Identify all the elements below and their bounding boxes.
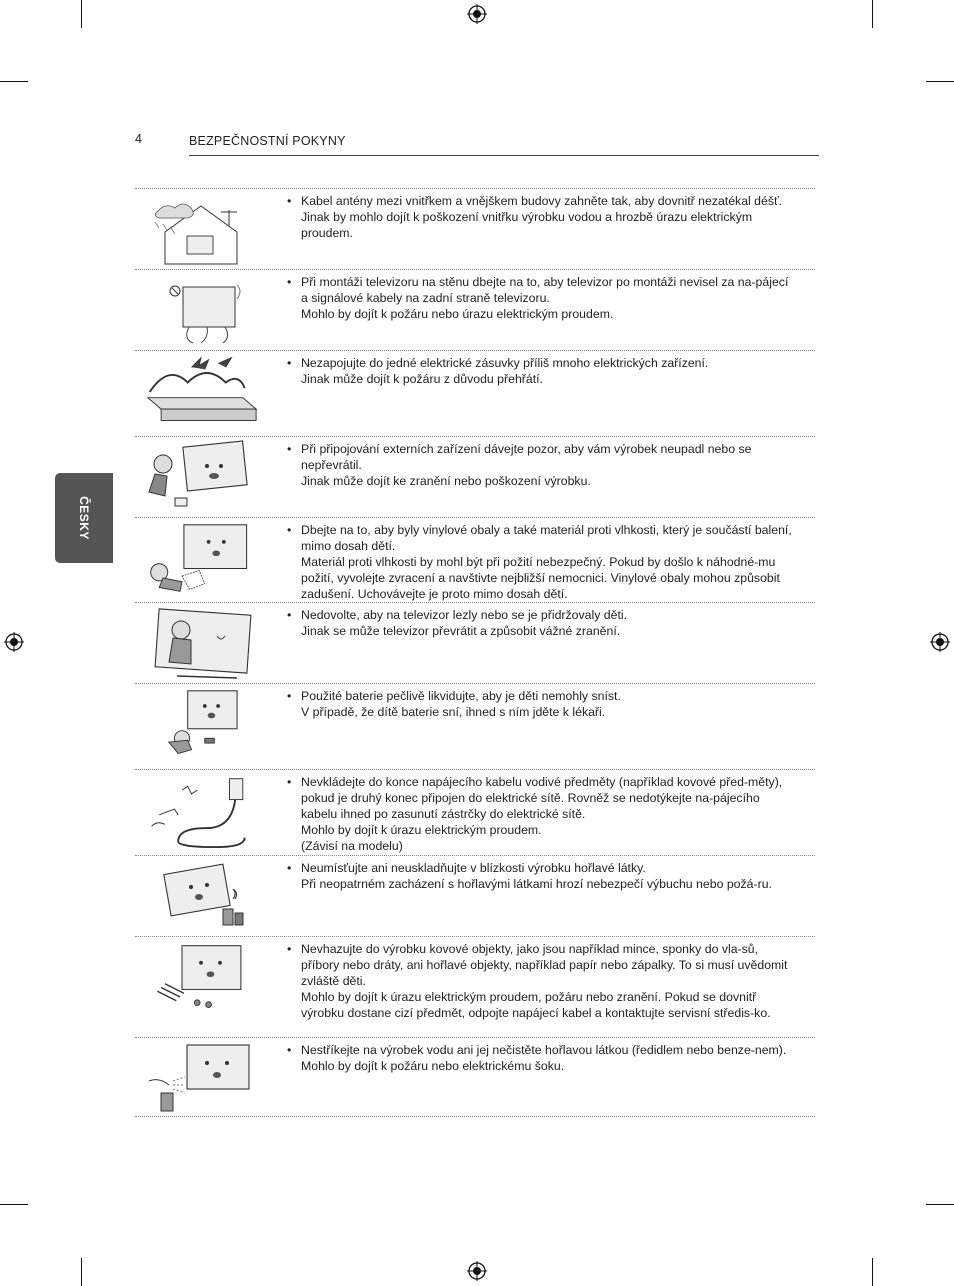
power-cord-metal-objects-illustration xyxy=(137,773,265,849)
spraying-water-tv-illustration xyxy=(137,1041,265,1117)
safety-text-bullet: • Při připojování externích zařízení dávejte pozor, aby vám výrobek neupadl nebo se nepřevrátil. Jinak může dojít ke zranění nebo poškození výrobku. xyxy=(287,441,795,489)
child-climbing-tv-illustration xyxy=(137,606,265,682)
safety-item xyxy=(135,269,815,350)
crop-mark xyxy=(872,0,873,28)
safety-text-bullet: • Nezapojujte do jedné elektrické zásuvky příliš mnoho elektrických zařízení. Jinak může dojít k požáru z důvodu přehřátí. xyxy=(287,355,795,387)
safety-item xyxy=(135,350,815,436)
house-antenna-rain-illustration xyxy=(137,192,265,268)
child-vinyl-bag-illustration xyxy=(137,521,265,597)
page-title: BEZPEČNOSTNÍ POKYNY xyxy=(189,134,346,148)
language-tab-label: ČESKY xyxy=(77,496,91,540)
registration-mark-icon xyxy=(467,1261,487,1281)
registration-mark-icon xyxy=(4,632,24,652)
crop-mark xyxy=(0,81,28,82)
safety-text-bullet: • Při montáži televizoru na stěnu dbejte na to, aby televizor po montáži nevisel za na-pájecí a signálové kabely na zadní straně televizoru. Mohlo by dojít k požáru nebo úrazu elektrickým proudem. xyxy=(287,274,795,322)
language-tab xyxy=(55,473,113,563)
safety-text xyxy=(287,941,795,1021)
registration-mark-icon xyxy=(467,4,487,24)
safety-text xyxy=(287,274,795,322)
safety-item xyxy=(135,188,815,269)
metal-objects-tv-illustration xyxy=(137,940,265,1016)
safety-text xyxy=(287,774,795,854)
safety-text xyxy=(287,1042,795,1074)
safety-text-bullet: • Neumísťujte ani neuskladňujte v blízkosti výrobku hořlavé látky. Při neopatrném zacházení s hořlavými látkami hrozí nebezpečí výbuchu nebo požá-ru. xyxy=(287,860,795,892)
safety-list xyxy=(135,188,815,1117)
registration-mark-icon xyxy=(930,632,950,652)
crop-mark xyxy=(81,0,82,28)
child-battery-illustration xyxy=(137,687,265,763)
safety-item xyxy=(135,936,815,1037)
safety-item xyxy=(135,855,815,936)
safety-text xyxy=(287,688,795,720)
safety-text xyxy=(287,193,795,241)
crop-mark xyxy=(926,1204,954,1205)
safety-text xyxy=(287,441,795,489)
safety-item xyxy=(135,769,815,855)
safety-item xyxy=(135,436,815,517)
safety-text-bullet: • Použité baterie pečlivě likvidujte, aby je děti nemohly sníst. V případě, že dítě baterie sní, ihned s ním jděte k lékaři. xyxy=(287,688,795,720)
crop-mark xyxy=(0,1204,28,1205)
overloaded-power-strip-illustration xyxy=(137,354,265,430)
safety-text xyxy=(287,607,795,639)
safety-text xyxy=(287,522,795,602)
page-number: 4 xyxy=(135,132,142,146)
header-divider xyxy=(189,155,819,156)
safety-text-bullet: • Nestříkejte na výrobek vodu ani jej nečistěte hořlavou látkou (ředidlem nebo benze-nem). Mohlo by dojít k požáru nebo elektrickému šoku. xyxy=(287,1042,795,1074)
safety-text-bullet: • Nedovolte, aby na televizor lezly nebo se je přidržovaly děti. Jinak se může televizor převrátit a způsobit vážné zranění. xyxy=(287,607,795,639)
safety-item xyxy=(135,683,815,769)
safety-item xyxy=(135,1037,815,1117)
safety-text-bullet: • Nevhazujte do výrobku kovové objekty, jako jsou například mince, sponky do vla-sů, příbory nebo dráty, ani hořlavé objekty, například papír nebo zápalky. To si musí uvědomit zvláště děti. Mohlo by dojít k úrazu elektrickým proudem, požáru nebo zranění. Pokud se dovnitř výrobku dostane cizí předmět, odpojte napájecí kabel a kontaktujte servisní středis-ko. xyxy=(287,941,795,1021)
crop-mark xyxy=(872,1258,873,1286)
flammable-substances-illustration xyxy=(137,859,265,935)
tv-tipping-child-illustration xyxy=(137,440,265,516)
safety-text xyxy=(287,355,795,387)
crop-mark xyxy=(81,1258,82,1286)
safety-text xyxy=(287,860,795,892)
safety-item xyxy=(135,602,815,683)
safety-text-bullet: • Kabel antény mezi vnitřkem a vnějškem budovy zahněte tak, aby dovnitř nezatékal déšť. Jinak by mohlo dojít k poškození vnitřku výrobku vodou a hrozbě úrazu elektrickým proudem. xyxy=(287,193,795,241)
safety-text-bullet: • Dbejte na to, aby byly vinylové obaly a také materiál proti vlhkosti, který je součástí balení, mimo dosah dětí. Materiál proti vlhkosti by mohl být při požití nebezpečný. Pokud by došlo k náhodné-mu požití, vyvolejte zvracení a navštivte nejbližší nemocnici. Vinylové obaly mohou způsobit zadušení. Uchovávejte je proto mimo dosah dětí. xyxy=(287,522,795,602)
safety-text-bullet: • Nevkládejte do konce napájecího kabelu vodivé předměty (například kovové před-měty), pokud je druhý konec připojen do elektrické sítě. Rovněž se nedotýkejte na-pájecího kabelu ihned po zasunutí zástrčky do elektrické sítě. Mohlo by dojít k úrazu elektrickým proudem. (Závisí na modelu) xyxy=(287,774,795,854)
wall-mounted-tv-cables-illustration xyxy=(137,273,265,349)
crop-mark xyxy=(926,81,954,82)
safety-item xyxy=(135,517,815,602)
